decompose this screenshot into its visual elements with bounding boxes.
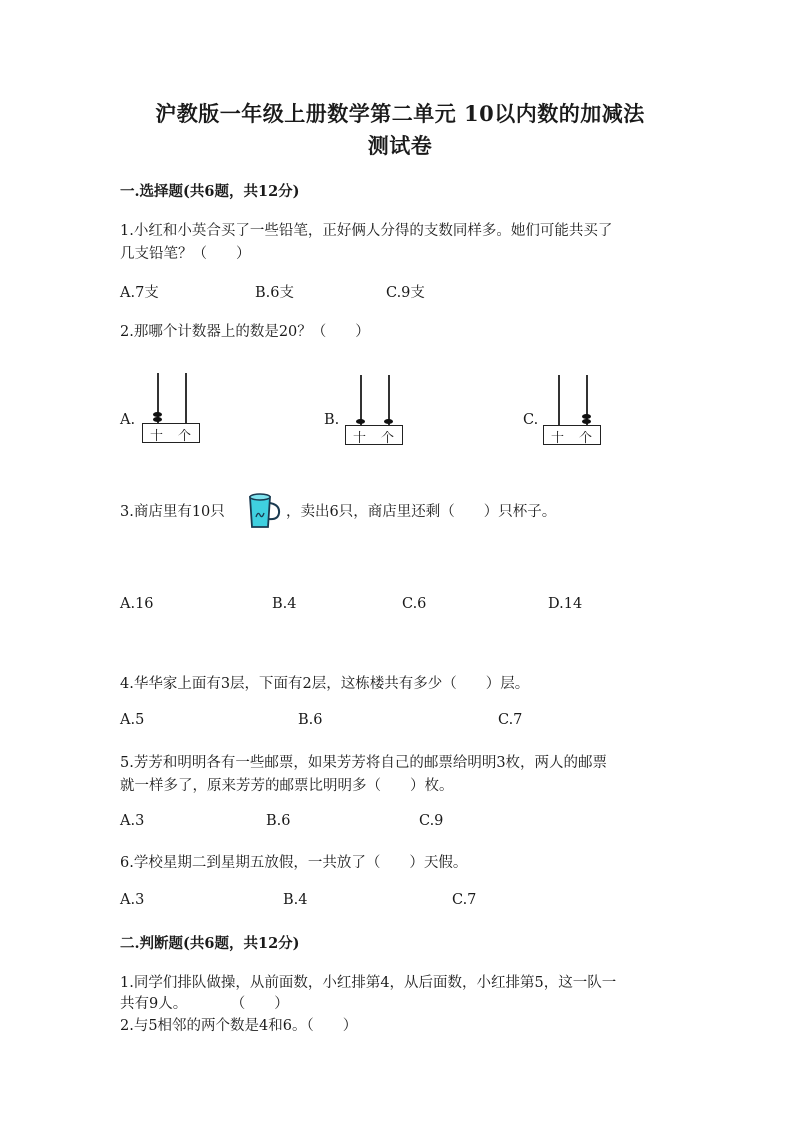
tf-q2-text: 2.与5相邻的两个数是4和6。（ ） (120, 1018, 358, 1034)
abacus-c-bead (582, 419, 591, 424)
q5-option-a[interactable]: A.3 (120, 813, 145, 829)
q6-option-c[interactable]: C.7 (452, 892, 477, 908)
q1-option-a[interactable]: A.7支 (120, 285, 159, 301)
q6-option-a[interactable]: A.3 (120, 892, 145, 908)
tf-q1-text-line1: 1.同学们排队做操，从前面数，小红排第4，从后面数，小红排第5，这一队一 (120, 975, 617, 991)
abacus-a-tens-label: 十 (150, 429, 164, 444)
q4-option-a[interactable]: A.5 (120, 712, 145, 728)
q2-option-c[interactable]: C. (523, 412, 539, 428)
q3-option-a[interactable]: A.16 (120, 596, 154, 612)
q5-option-c[interactable]: C.9 (419, 813, 444, 829)
q2-option-b[interactable]: B. (324, 412, 340, 428)
q5-option-b[interactable]: B.6 (266, 813, 291, 829)
abacus-c-tens-label: 十 (551, 431, 565, 446)
abacus-b-tens-label: 十 (353, 431, 367, 446)
q3-text-before: 3.商店里有10只 (120, 504, 225, 520)
abacus-a (142, 373, 204, 445)
q3-text-after: ，卖出6只，商店里还剩（ ）只杯子。 (286, 504, 557, 520)
abacus-a-ones-label: 个 (178, 429, 192, 444)
q1-option-c[interactable]: C.9支 (386, 285, 425, 301)
abacus-c (543, 375, 605, 447)
q3-option-d[interactable]: D.14 (548, 596, 583, 612)
abacus-b-bead (356, 419, 365, 424)
q1-option-b[interactable]: B.6支 (255, 285, 294, 301)
section2-heading: 二.判断题(共6题，共12分) (120, 935, 300, 952)
q5-text-line2: 就一样多了，原来芳芳的邮票比明明多（ ）枚。 (120, 778, 454, 794)
q4-option-c[interactable]: C.7 (498, 712, 523, 728)
q6-option-b[interactable]: B.4 (283, 892, 308, 908)
section1-heading: 一.选择题(共6题，共12分) (120, 183, 300, 200)
q3-option-c[interactable]: C.6 (402, 596, 427, 612)
abacus-a-bead (153, 417, 162, 422)
q1-text-line2: 几支铅笔？（ ） (120, 246, 251, 262)
page-title-line1: 沪教版一年级上册数学第二单元 10以内数的加减法 (155, 101, 645, 126)
tf-q1-text-line2: 共有9人。 （ ） (120, 996, 289, 1012)
q1-text-line1: 1.小红和小英合买了一些铅笔，正好俩人分得的支数同样多。她们可能共买了 (120, 223, 613, 239)
q2-option-a[interactable]: A. (120, 412, 136, 428)
q6-text: 6.学校星期二到星期五放假，一共放了（ ）天假。 (120, 855, 468, 871)
q3-option-b[interactable]: B.4 (272, 596, 297, 612)
page-title-line2: 测试卷 (367, 133, 433, 158)
q5-text-line1: 5.芳芳和明明各有一些邮票，如果芳芳将自己的邮票给明明3枚，两人的邮票 (120, 755, 608, 771)
abacus-b (345, 375, 407, 447)
abacus-b-ones-label: 个 (381, 431, 395, 446)
q4-option-b[interactable]: B.6 (298, 712, 323, 728)
q2-text: 2.那哪个计数器上的数是20？（ ） (120, 324, 370, 340)
q4-text: 4.华华家上面有3层，下面有2层，这栋楼共有多少（ ）层。 (120, 676, 530, 692)
abacus-c-ones-label: 个 (579, 431, 593, 446)
cup-icon (245, 491, 285, 531)
abacus-b-bead (384, 419, 393, 424)
